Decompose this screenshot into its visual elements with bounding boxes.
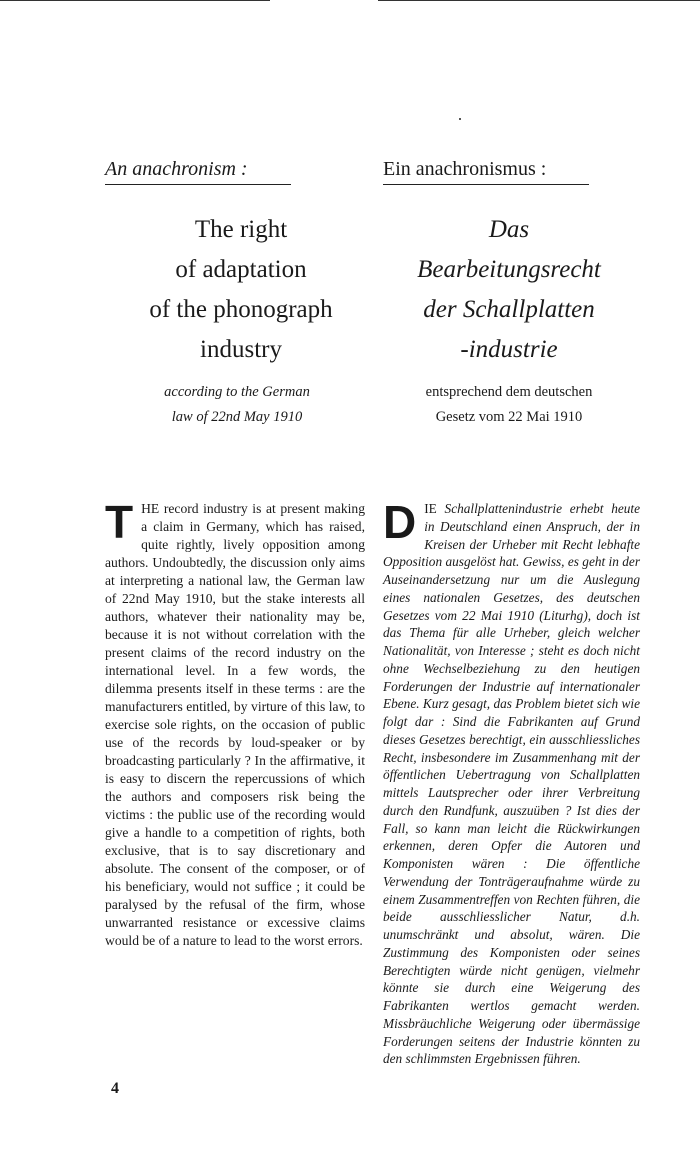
heading-german: Ein anachronismus : [383,158,589,185]
title-line: -industrie [460,336,558,363]
subtitle-line: Gesetz vom 22 Mai 1910 [435,409,583,425]
body-english-text: record industry is at present making a claim in Germany, which has raised, quite rightly, lively opposition among authors. Undoubtedly, the discussion only aims at interpreting a national law, the German law of 22nd May 1910, but the stake interests all authors, whatever their nationality may be, because it is not without correlation with the present claims of the record industry on the international level. In a few words, the dilemma presents itself in these terms : are the manufacturers entitled, by virture of this law, to exercise sole rights, on the occasion of public use of the records by loud-speaker or by broadcasting particularly ? In the affirmative, it is easy to discern the repercussions of which the authors and composers risk being the victims : the public use of the recording would give a handle to a competition of rights, both exclusive, that is to say discretionary and absolute. The consent of the composer, or of his beneficiary, would not suffice ; it could be paralysed by the refusal of the firm, whose unwarranted resistance or excessive claims would be of a nature to lead to the worst errors. [105,501,366,948]
title-line: The right [194,216,288,243]
speck [459,118,461,120]
subtitle-line: entsprechend dem deutschen [425,384,593,400]
title-line: Bearbeitungsrecht [417,256,601,283]
subtitle-line: according to the German [164,384,310,400]
title-german [368,210,650,370]
top-rule-left [0,0,270,1]
body-english [105,496,366,950]
title-line: Das [488,216,530,243]
title-line: of adaptation [175,256,307,283]
page-number: 4 [111,1080,119,1097]
heading-english: An anachronism : [105,158,291,185]
subtitle-german [368,380,650,430]
subtitle-english [96,380,378,430]
body-german-text: Schallplattenindustrie erhebt heute in Deutschland einen Anspruch, der in Kreisen der Urheber mit Recht lebhafte Opposition ausgelöst hat. Gewiss, es geht in der Auseinandersetzung nur um die Auslegung eines nationalen Gesetzes, des deutschen Gesetzes vom 22 Mai 1910 (Liturhg), doch ist das Thema für alle Urheber, gleich welcher Nationalität, von Interesse ; steht es doch nicht ohne Wechselbeziehung zu den heutigen Forderungen der Industrie auf internationaler Ebene. Kurz gesagt, das Problem bietet sich wie folgt dar : Sind die Fabrikanten auf Grund dieses Gesetzes berechtigt, ein ausschliessliches Recht, insbesondere im Zusammenhang mit der öffentlichen Uebertragung von Schallplatten mittels Lautsprecher oder ihrer Verbreitung durch den Rundfunk, auszuüben ? Ist dies der Fall, so kann man leicht die Rückwirkungen erkennen, deren Opfer die Autoren und Komponisten wären : Die öffentliche Verwendung der Tonträgeraufnahme würde zu einem Zusammentreffen von Rechten führen, die beide ausschliesslicher Natur, d.h. unumschränkt und absolut, wären. Die Zustimmung des Komponisten oder seines Berechtigten würde nicht genügen, vielmehr könnte sie durch eine Weigerung des Fabrikanten wertlos gemacht werden. Missbräuchliche Weigerung oder übermässige Forderungen seitens der Industrie könnten zu den schlimmsten Ergebnissen führen. [383,501,640,1067]
subtitle-line: law of 22nd May 1910 [171,409,303,425]
title-line: der Schallplatten [423,296,595,323]
lead-german: IE [424,501,437,516]
title-line: of the phonograph [149,296,333,323]
body-german [383,496,640,1068]
title-english [100,210,382,370]
dropcap-german: D [383,496,417,548]
dropcap-english: T [105,496,134,548]
title-line: industry [200,336,282,363]
top-rule-right [378,0,700,1]
lead-english: HE [141,501,160,516]
